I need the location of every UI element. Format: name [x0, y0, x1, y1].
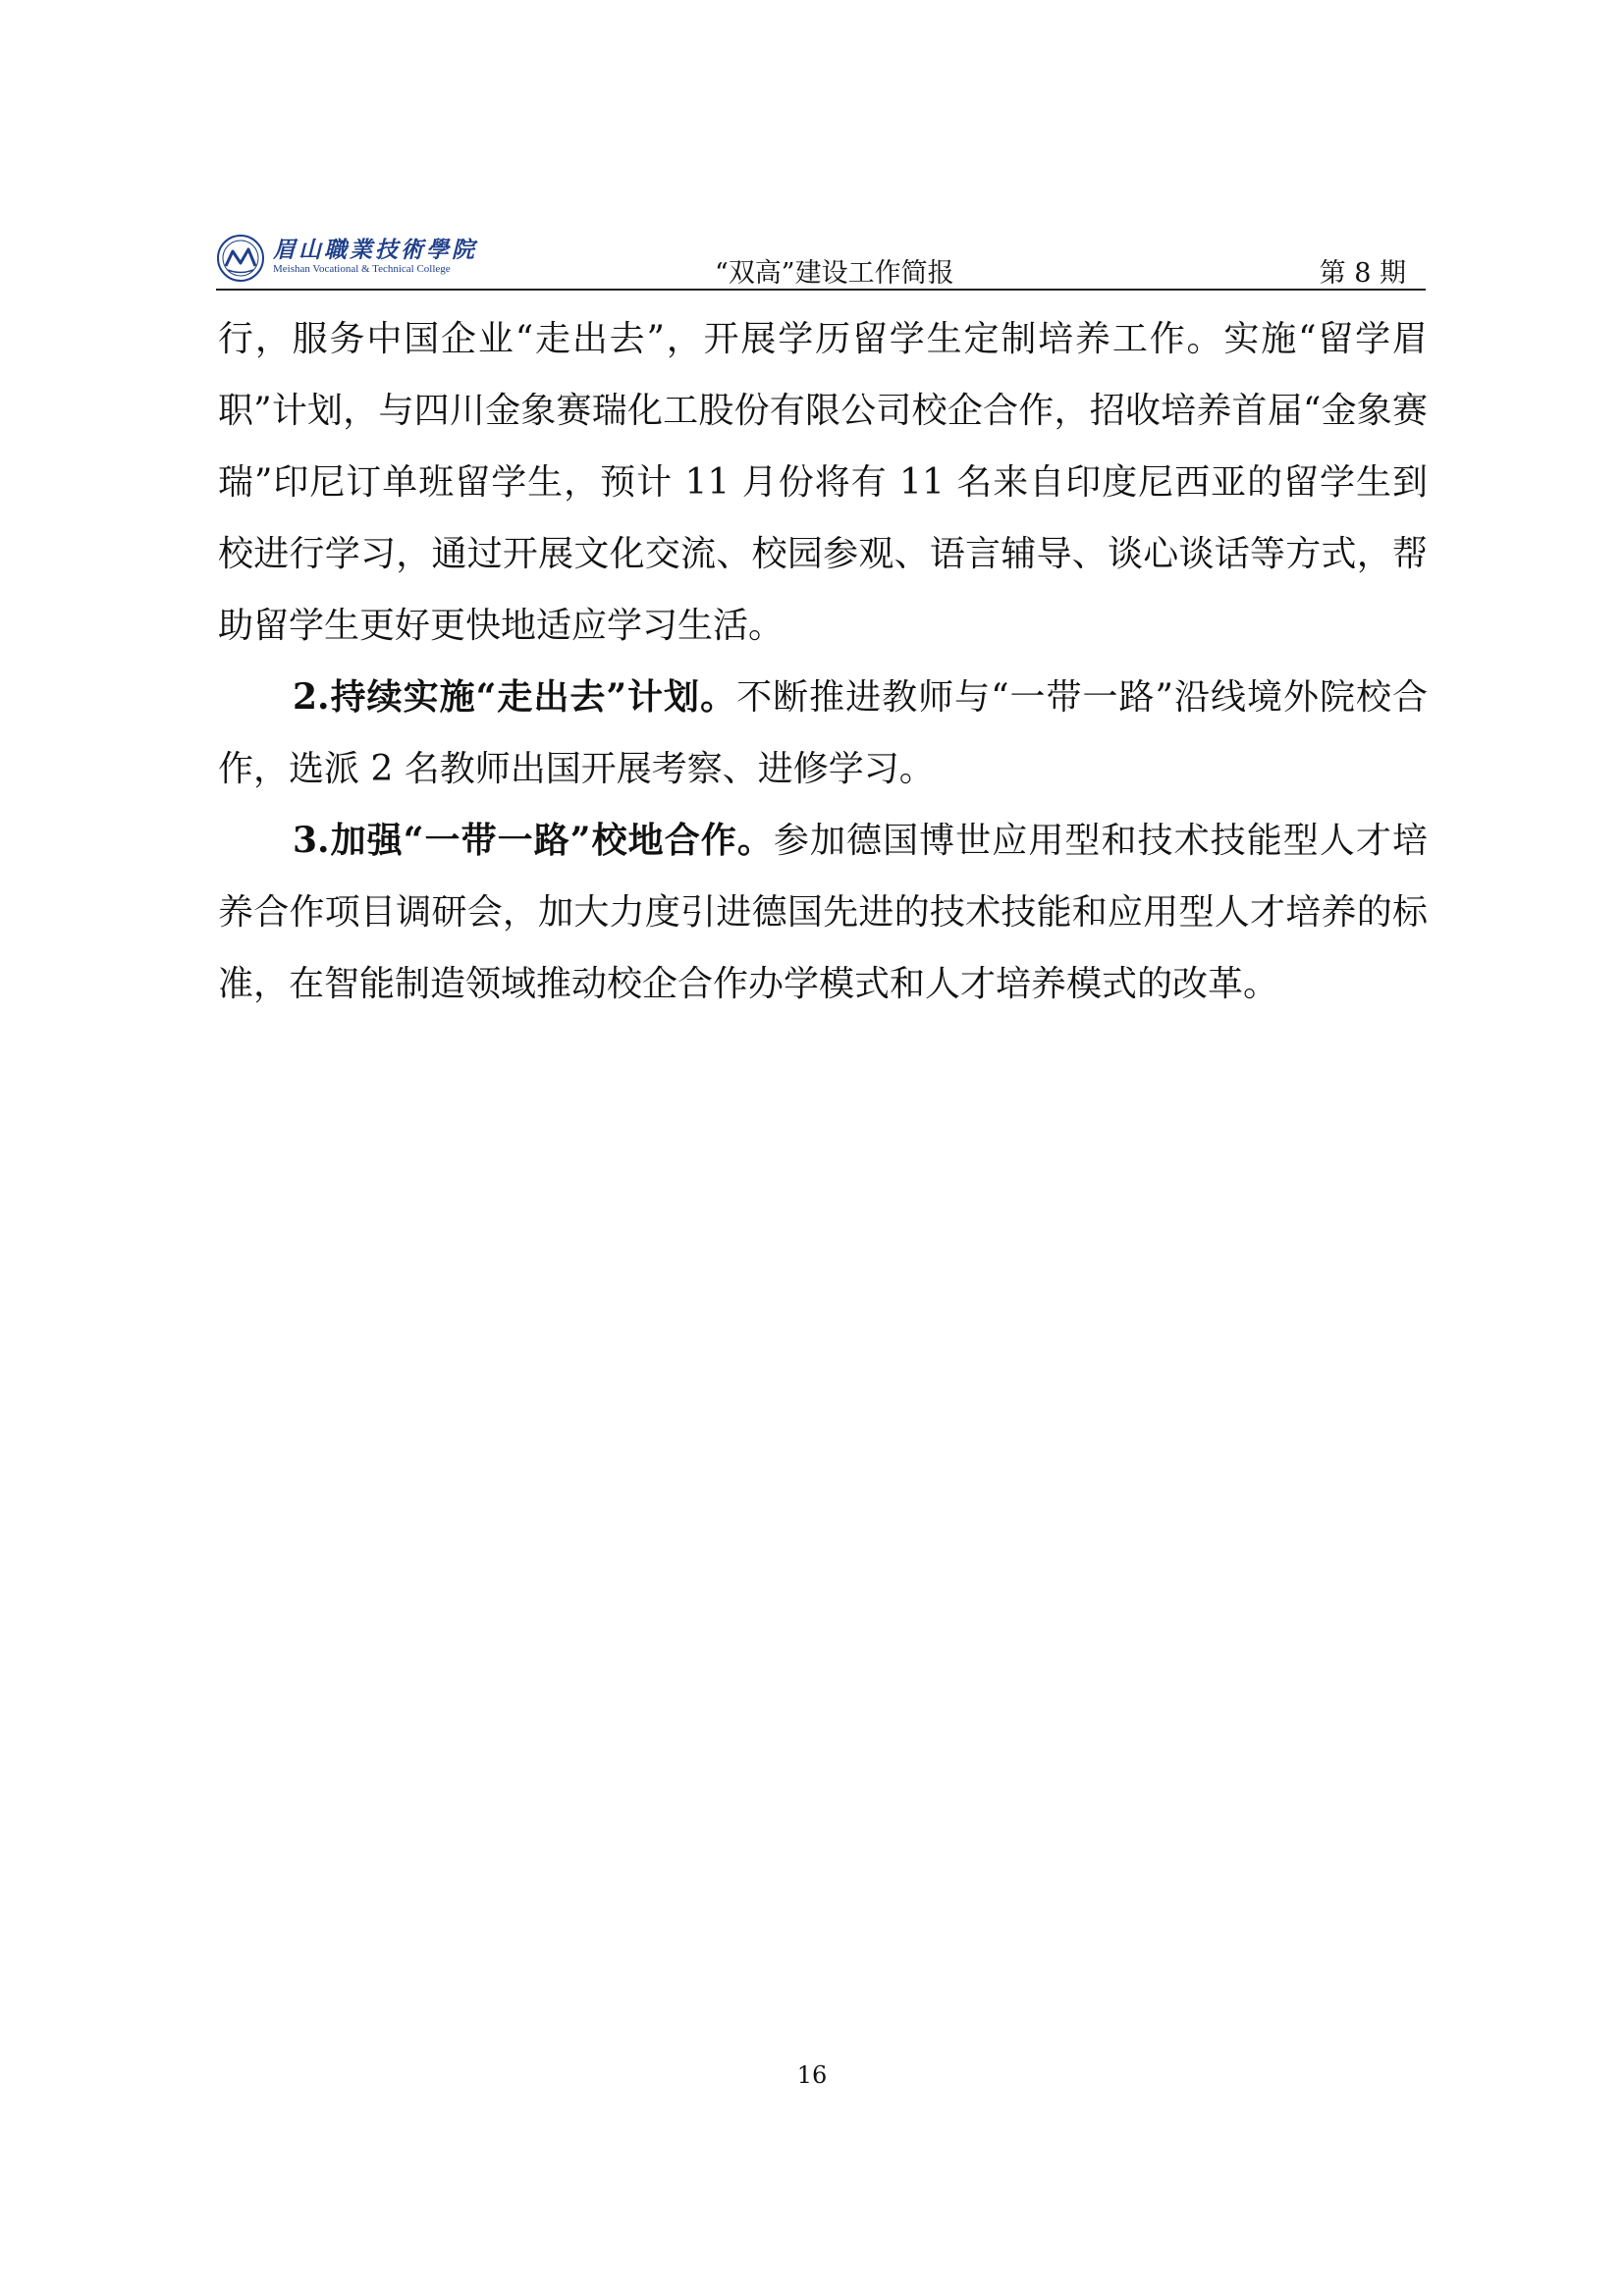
college-logo [216, 232, 477, 287]
college-emblem-icon [216, 234, 265, 283]
issue-number: 第 8 期 [1319, 258, 1406, 289]
page-body [218, 303, 1428, 1020]
item-3-text: 参加德国博世应用型和技术技能型人才培养合作项目调研会，加大力度引进德国先进的技术技能和应用型人才培养的标准，在智能制造领域推动校企合作办学模式和人才培养模式的改革。 [218, 821, 1428, 1004]
item-3-lead: 3.加强“一带一路”校地合作。 [293, 820, 774, 861]
page-number: 16 [796, 2061, 828, 2089]
page-header [216, 228, 1426, 289]
item-2-paragraph [218, 662, 1428, 805]
item-3-paragraph [218, 805, 1428, 1020]
item-2-lead: 2.持续实施“走出去”计划。 [293, 676, 737, 718]
item-2-text: 不断推进教师与“一带一路”沿线境外院校合作，选派 2 名教师出国开展考察、进修学习。 [218, 677, 1428, 789]
logo-chinese-name: 眉山職業技術學院 [273, 237, 477, 263]
paragraph-continuation: 行，服务中国企业“走出去”，开展学历留学生定制培养工作。实施“留学眉职”计划，与四川金象赛瑞化工股份有限公司校企合作，招收培养首届“金象赛瑞”印尼订单班留学生，预计 11 月份将有 11 名来自印度尼西亚的留学生到校进行学习，通过开展文化交流、校园参观、语言辅导、谈心谈话等方式，帮助留学生更好更快地适应学习生活。 [218, 319, 1428, 646]
header-divider [216, 289, 1426, 291]
logo-english-name: Meishan Vocational & Technical College [273, 263, 451, 275]
bulletin-title: “双高”建设工作简报 [715, 258, 954, 289]
